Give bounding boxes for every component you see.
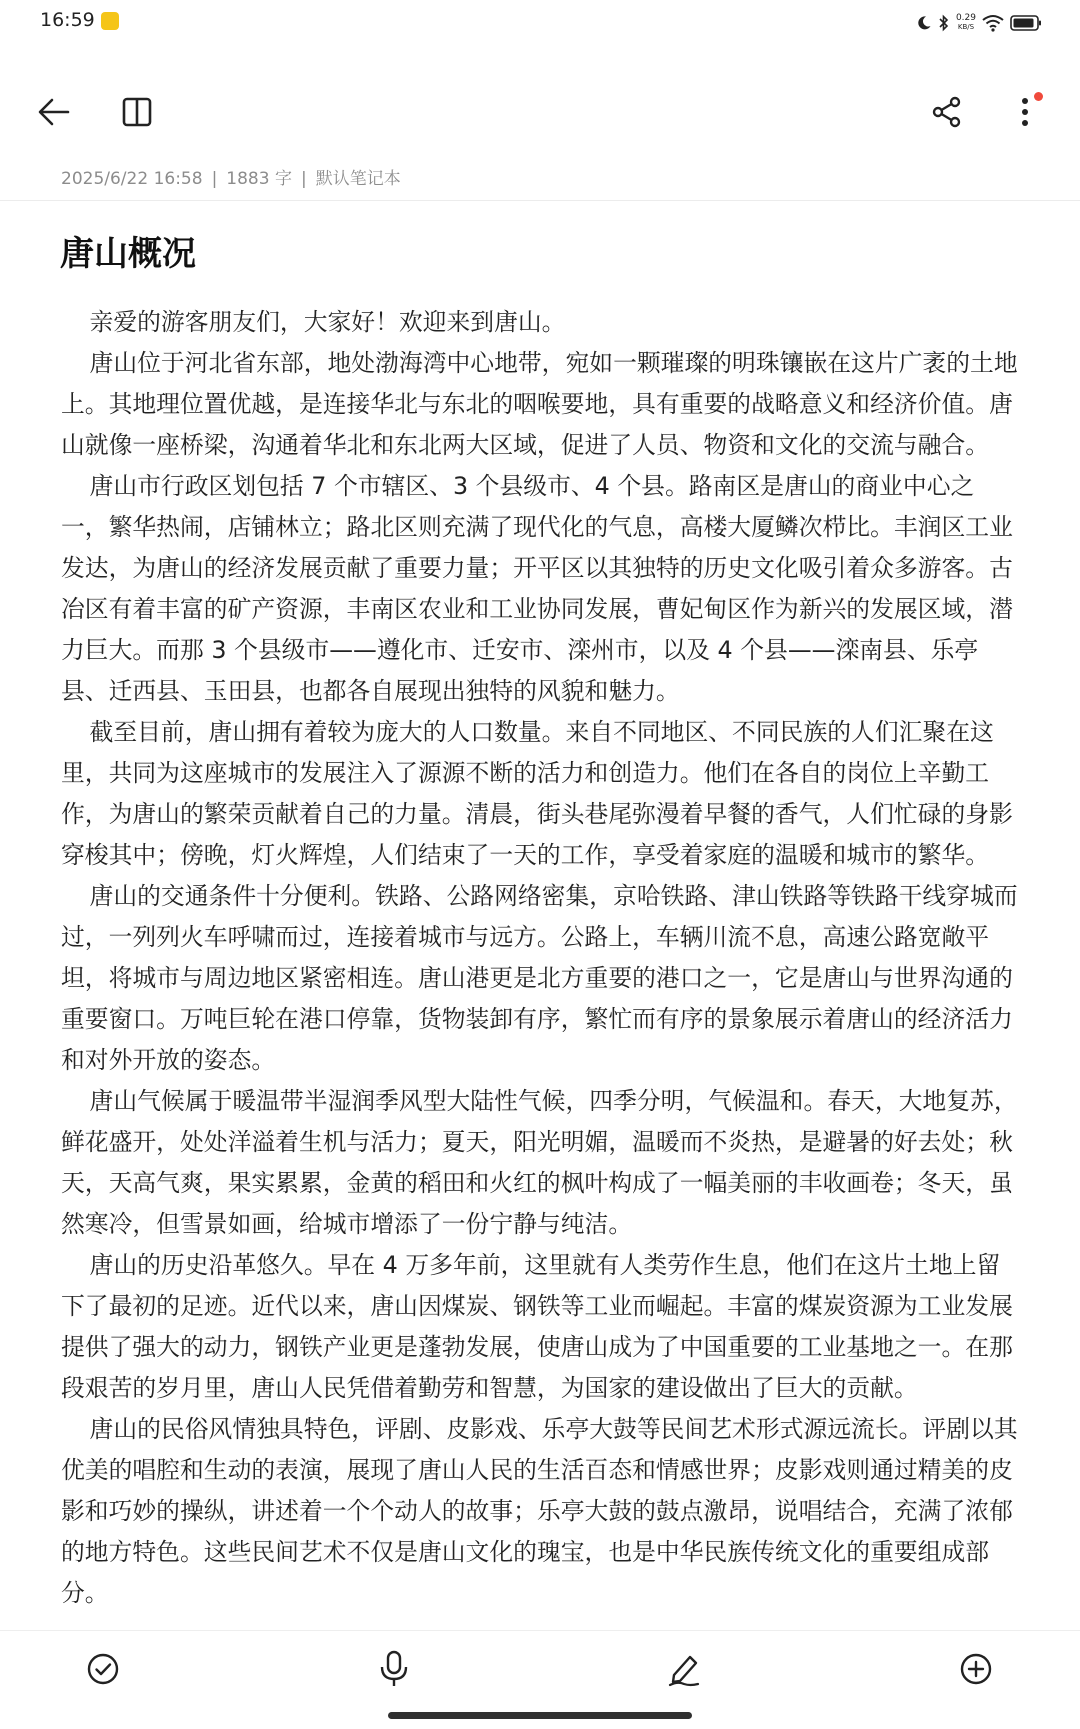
split-view-button[interactable] xyxy=(113,88,161,136)
status-bar xyxy=(0,0,1080,46)
share-icon xyxy=(931,96,963,128)
note-paragraph: 截至目前，唐山拥有着较为庞大的人口数量。来自不同地区、不同民族的人们汇聚在这里，共同为这座城市的发展注入了源源不断的活力和创造力。他们在各自的岗位上辛勤工作，为唐山的繁荣贡献着自己的力量。清晨，街头巷尾弥漫着早餐的香气，人们忙碌的身影穿梭其中；傍晚，灯火辉煌，人们结束了一天的工作，享受着家庭的温暖和城市的繁华。 xyxy=(61,718,1013,869)
moon-icon xyxy=(916,15,932,31)
speed-value: 0.29 xyxy=(955,13,976,23)
notification-app-icon xyxy=(101,12,119,30)
add-button[interactable] xyxy=(950,1643,1002,1695)
add-icon xyxy=(959,1652,993,1686)
note-paragraph: 唐山市行政区划包括 7 个市辖区、3 个县级市、4 个县。路南区是唐山的商业中心之一，繁华热闹，店铺林立；路北区则充满了现代化的气息，高楼大厦鳞次栉比。丰润区工业发达，为唐山的经济发展贡献了重要力量；开平区以其独特的历史文化吸引着众多游客。古冶区有着丰富的矿产资源，丰南区农业和工业协同发展，曹妃甸区作为新兴的发展区域，潜力巨大。而那 3 个县级市——遵化市、迁安市、滦州市，以及 4 个县——滦南县、乐亭县、迁西县、玉田县，也都各自展现出独特的风貌和魅力。 xyxy=(61,472,1013,705)
note-meta xyxy=(61,164,401,189)
split-view-icon xyxy=(121,96,153,128)
notification-dot xyxy=(1034,92,1043,101)
back-button[interactable] xyxy=(30,88,78,136)
more-options-button[interactable] xyxy=(1001,88,1049,136)
more-vertical-icon xyxy=(1020,96,1030,128)
bluetooth-icon xyxy=(938,14,950,32)
network-speed xyxy=(956,14,976,32)
checklist-button[interactable] xyxy=(77,1643,129,1695)
checklist-icon xyxy=(86,1652,120,1686)
back-arrow-icon xyxy=(36,94,72,130)
meta-separator: | xyxy=(211,169,218,189)
status-time: 16:59 xyxy=(40,9,95,31)
voice-input-button[interactable] xyxy=(368,1643,420,1695)
note-title[interactable]: 唐山概况 xyxy=(60,234,196,274)
note-body[interactable] xyxy=(61,302,1021,1630)
note-paragraph: 唐山的民俗风情独具特色，评剧、皮影戏、乐亭大鼓等民间艺术形式源远流长。评剧以其优美的唱腔和生动的表演，展现了唐山人民的生活百态和情感世界；皮影戏则通过精美的皮影和巧妙的操纵，讲述着一个个动人的故事；乐亭大鼓的鼓点激昂，说唱结合，充满了浓郁的地方特色。这些民间艺术不仅是唐山文化的瑰宝，也是中华民族传统文化的重要组成部分。 xyxy=(61,1415,1018,1607)
status-icons xyxy=(916,11,1042,35)
speed-unit: KB/S xyxy=(957,23,975,31)
handwriting-pen-icon xyxy=(666,1651,702,1687)
home-indicator[interactable] xyxy=(388,1712,692,1719)
battery-icon xyxy=(1010,14,1042,32)
note-paragraph: 唐山气候属于暖温带半湿润季风型大陆性气候，四季分明，气候温和。春天，大地复苏，鲜花盛开，处处洋溢着生机与活力；夏天，阳光明媚，温暖而不炎热，是避暑的好去处；秋天，天高气爽，果实累累，金黄的稻田和火红的枫叶构成了一幅美丽的丰收画卷；冬天，虽然寒冷，但雪景如画，给城市增添了一份宁静与纯洁。 xyxy=(61,1087,1018,1238)
meta-separator: | xyxy=(300,169,307,189)
share-button[interactable] xyxy=(923,88,971,136)
note-datetime: 2025/6/22 16:58 xyxy=(61,169,203,189)
wifi-icon xyxy=(982,14,1004,32)
word-count: 1883 字 xyxy=(226,169,292,189)
top-toolbar xyxy=(0,78,1080,146)
notebook-name[interactable]: 默认笔记本 xyxy=(315,169,401,189)
divider xyxy=(0,200,1080,201)
note-paragraph: 亲爱的游客朋友们，大家好！欢迎来到唐山。 xyxy=(89,308,566,336)
handwriting-button[interactable] xyxy=(658,1643,710,1695)
microphone-icon xyxy=(379,1650,409,1688)
note-paragraph: 唐山的交通条件十分便利。铁路、公路网络密集，京哈铁路、津山铁路等铁路干线穿城而过，一列列火车呼啸而过，连接着城市与远方。公路上，车辆川流不息，高速公路宽敞平坦，将城市与周边地区紧密相连。唐山港更是北方重要的港口之一，它是唐山与世界沟通的重要窗口。万吨巨轮在港口停靠，货物装卸有序，繁忙而有序的景象展示着唐山的经济活力和对外开放的姿态。 xyxy=(61,882,1018,1074)
note-paragraph: 唐山位于河北省东部，地处渤海湾中心地带，宛如一颗璀璨的明珠镶嵌在这片广袤的土地上。其地理位置优越，是连接华北与东北的咽喉要地，具有重要的战略意义和经济价值。唐山就像一座桥梁，沟通着华北和东北两大区域，促进了人员、物资和文化的交流与融合。 xyxy=(61,349,1018,459)
bottom-toolbar xyxy=(0,1630,1080,1729)
note-paragraph: 唐山的历史沿革悠久。早在 4 万多年前，这里就有人类劳作生息，他们在这片土地上留下了最初的足迹。近代以来，唐山因煤炭、钢铁等工业而崛起。丰富的煤炭资源为工业发展提供了强大的动力，钢铁产业更是蓬勃发展，使唐山成为了中国重要的工业基地之一。在那段艰苦的岁月里，唐山人民凭借着勤劳和智慧，为国家的建设做出了巨大的贡献。 xyxy=(61,1251,1013,1402)
